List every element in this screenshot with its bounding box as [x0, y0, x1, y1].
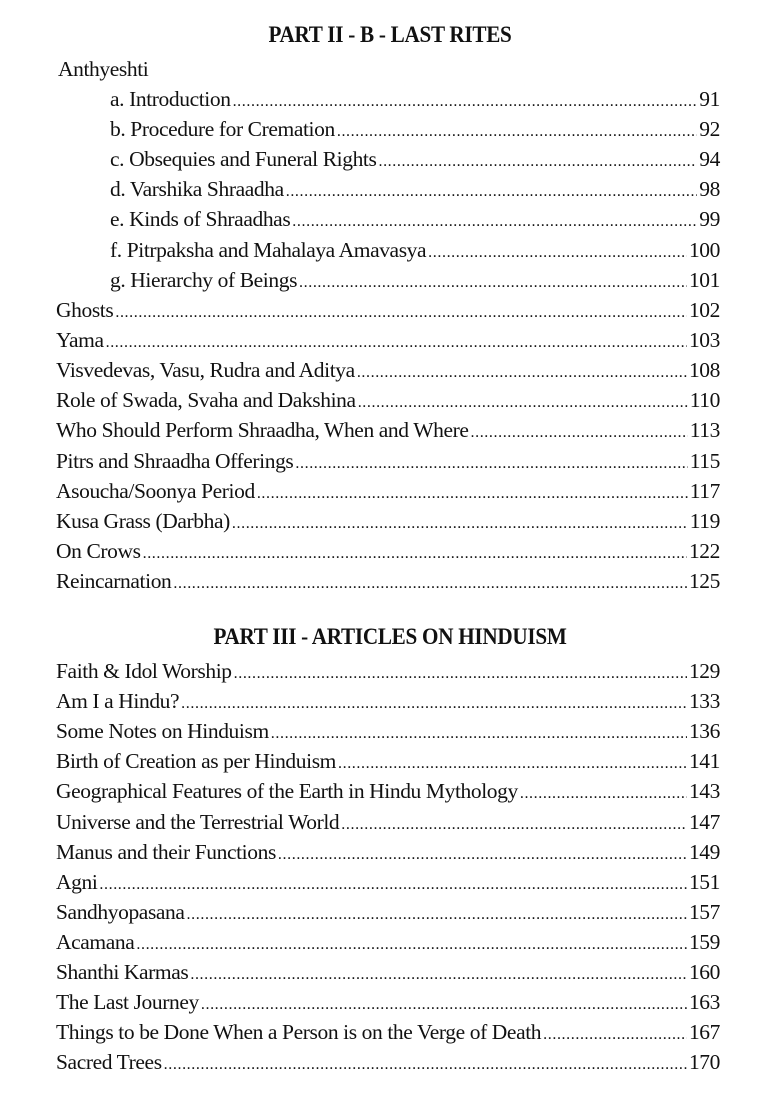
dot-leader	[136, 930, 687, 960]
dot-leader	[187, 900, 687, 930]
dot-leader	[543, 1020, 687, 1050]
toc-entry-title: Geographical Features of the Earth in Hindu Mythology	[56, 779, 518, 804]
dot-leader	[338, 749, 687, 779]
toc-entry[interactable]	[56, 415, 720, 445]
toc-entry-title: c. Obsequies and Funeral Rights	[110, 147, 377, 172]
toc-entry[interactable]	[110, 114, 720, 144]
toc-entry[interactable]	[56, 1017, 720, 1047]
dot-leader	[234, 659, 687, 689]
toc-entry[interactable]	[56, 476, 720, 506]
toc-entry[interactable]	[56, 897, 720, 927]
toc-entry-page-number: 160	[688, 960, 720, 984]
toc-entry-title: Pitrs and Shraadha Offerings	[56, 448, 294, 473]
toc-entry-title: d. Varshika Shraadha	[110, 177, 284, 202]
toc-entry-page-number: 147	[688, 809, 720, 834]
toc-entry-title: Universe and the Terrestrial World	[56, 809, 340, 834]
toc-entry[interactable]	[56, 325, 720, 355]
toc-entry-title: Kusa Grass (Darbha)	[56, 508, 230, 533]
dot-leader	[295, 449, 687, 479]
dot-leader	[292, 207, 697, 237]
toc-entry-page-number: 122	[688, 538, 720, 563]
toc-entry[interactable]	[56, 957, 720, 987]
toc-entry[interactable]	[110, 144, 720, 174]
toc-entry[interactable]	[56, 385, 720, 415]
toc-entry-page-number: 103	[688, 328, 720, 353]
toc-entry[interactable]	[56, 987, 720, 1017]
section-title-part-3: PART III - ARTICLES ON HINDUISM	[213, 624, 567, 649]
dot-leader	[201, 990, 687, 1020]
dot-leader	[106, 328, 687, 358]
toc-entry-title: g. Hierarchy of Beings	[110, 267, 298, 292]
dot-leader	[99, 870, 687, 900]
dot-leader	[471, 418, 688, 448]
toc-entry[interactable]	[56, 656, 720, 686]
toc-entry[interactable]	[56, 446, 720, 476]
dot-leader	[286, 177, 698, 207]
section-title-part-2b: PART II - B - LAST RITES	[268, 22, 512, 47]
dot-leader	[428, 238, 687, 268]
dot-leader	[173, 569, 687, 599]
toc-entry-page-number: 113	[689, 418, 720, 443]
dot-leader	[341, 810, 687, 840]
toc-entry[interactable]	[56, 927, 720, 957]
toc-entry-title: Ghosts	[56, 298, 114, 322]
toc-entry[interactable]	[56, 867, 720, 897]
toc-entry-title: Sandhyopasana	[56, 899, 185, 924]
toc-entry-title: Faith & Idol Worship	[56, 659, 232, 683]
toc-entry-page-number: 170	[688, 1050, 720, 1075]
toc-entry-page-number: 129	[688, 659, 720, 683]
toc-entry-title: Visvedevas, Vasu, Rudra and Aditya	[56, 358, 355, 383]
toc-entry-page-number: 163	[688, 990, 720, 1015]
toc-entry[interactable]	[56, 1047, 720, 1077]
dot-leader	[164, 1050, 687, 1080]
toc-entry[interactable]	[56, 686, 720, 716]
toc-entry[interactable]	[56, 295, 720, 325]
toc-entry-title: Who Should Perform Shraadha, When and Where	[56, 418, 469, 443]
toc-entry-page-number: 115	[689, 448, 720, 473]
toc-entry[interactable]	[110, 84, 720, 114]
toc-entry-page-number: 99	[699, 207, 720, 232]
toc-entry-title: Sacred Trees	[56, 1050, 162, 1075]
dot-leader	[358, 388, 688, 418]
toc-entry-page-number: 159	[688, 929, 720, 954]
toc-entry-page-number: 125	[688, 568, 720, 593]
dot-leader	[190, 960, 687, 990]
toc-entry[interactable]	[110, 235, 720, 265]
toc-entry-page-number: 141	[688, 749, 720, 774]
toc-entry-page-number: 101	[688, 267, 720, 292]
toc-entry-page-number: 91	[699, 87, 720, 111]
toc-entry-title: Shanthi Karmas	[56, 960, 189, 984]
toc-entry[interactable]	[110, 204, 720, 234]
dot-leader	[233, 87, 698, 117]
toc-entry[interactable]	[56, 536, 720, 566]
toc-entry-page-number: 167	[688, 1020, 720, 1045]
toc-entry-page-number: 108	[688, 358, 720, 383]
toc-entry-page-number: 136	[688, 719, 720, 744]
toc-entry-title: Yama	[56, 328, 104, 353]
toc-entry-title: Am I a Hindu?	[56, 689, 180, 714]
toc-entry-page-number: 143	[688, 779, 720, 804]
toc-entry[interactable]	[56, 746, 720, 776]
toc-entry-page-number: 117	[689, 478, 720, 503]
toc-entry[interactable]	[56, 807, 720, 837]
toc-entry[interactable]	[56, 506, 720, 536]
toc-entry-page-number: 92	[699, 117, 720, 142]
toc-entry-title: Reincarnation	[56, 568, 172, 593]
toc-entry-title: Manus and their Functions	[56, 839, 276, 864]
dot-leader	[115, 298, 687, 328]
toc-entry-title: Things to be Done When a Person is on the Verge of Death	[56, 1020, 542, 1045]
toc-entry-title: f. Pitrpaksha and Mahalaya Amavasya	[110, 237, 427, 262]
toc-entry-title: Role of Swada, Svaha and Dakshina	[56, 388, 356, 413]
toc-entry-title: b. Procedure for Cremation	[110, 117, 335, 142]
group-label-anthyeshti: Anthyeshti	[58, 57, 149, 81]
toc-entry[interactable]	[56, 837, 720, 867]
toc-entry-page-number: 100	[688, 237, 720, 262]
toc-entry-page-number: 98	[699, 177, 720, 202]
dot-leader	[278, 840, 687, 870]
toc-entry-title: The Last Journey	[56, 990, 199, 1015]
dot-leader	[271, 719, 687, 749]
dot-leader	[337, 117, 697, 147]
toc-entry-page-number: 94	[699, 147, 720, 172]
toc-entry[interactable]	[56, 566, 720, 596]
toc-entry-page-number: 133	[688, 689, 720, 714]
toc-entry-title: On Crows	[56, 538, 141, 563]
toc-entry-page-number: 149	[688, 839, 720, 864]
dot-leader	[357, 358, 687, 388]
toc-entry-page-number: 157	[688, 899, 720, 924]
dot-leader	[232, 509, 688, 539]
toc-entry[interactable]	[110, 174, 720, 204]
dot-leader	[143, 539, 687, 569]
toc-entry-title: Agni	[56, 869, 98, 894]
toc-entry-title: Asoucha/Soonya Period	[56, 478, 255, 503]
toc-entry-title: Acamana	[56, 929, 135, 954]
dot-leader	[378, 147, 697, 177]
toc-entry-page-number: 102	[688, 298, 720, 322]
toc-entry-page-number: 151	[688, 869, 720, 894]
dot-leader	[520, 779, 687, 809]
toc-entry-page-number: 119	[689, 508, 720, 533]
toc-entry[interactable]	[56, 355, 720, 385]
toc-entry[interactable]	[56, 776, 720, 806]
dot-leader	[181, 689, 687, 719]
toc-entry-page-number: 110	[689, 388, 720, 413]
toc-entry-title: e. Kinds of Shraadhas	[110, 207, 291, 232]
dot-leader	[257, 479, 688, 509]
toc-entry[interactable]	[110, 265, 720, 295]
toc-entry-title: a. Introduction	[110, 87, 231, 111]
toc-entry-title: Birth of Creation as per Hinduism	[56, 749, 336, 774]
toc-entry-title: Some Notes on Hinduism	[56, 719, 269, 744]
dot-leader	[299, 268, 687, 298]
toc-entry[interactable]	[56, 716, 720, 746]
